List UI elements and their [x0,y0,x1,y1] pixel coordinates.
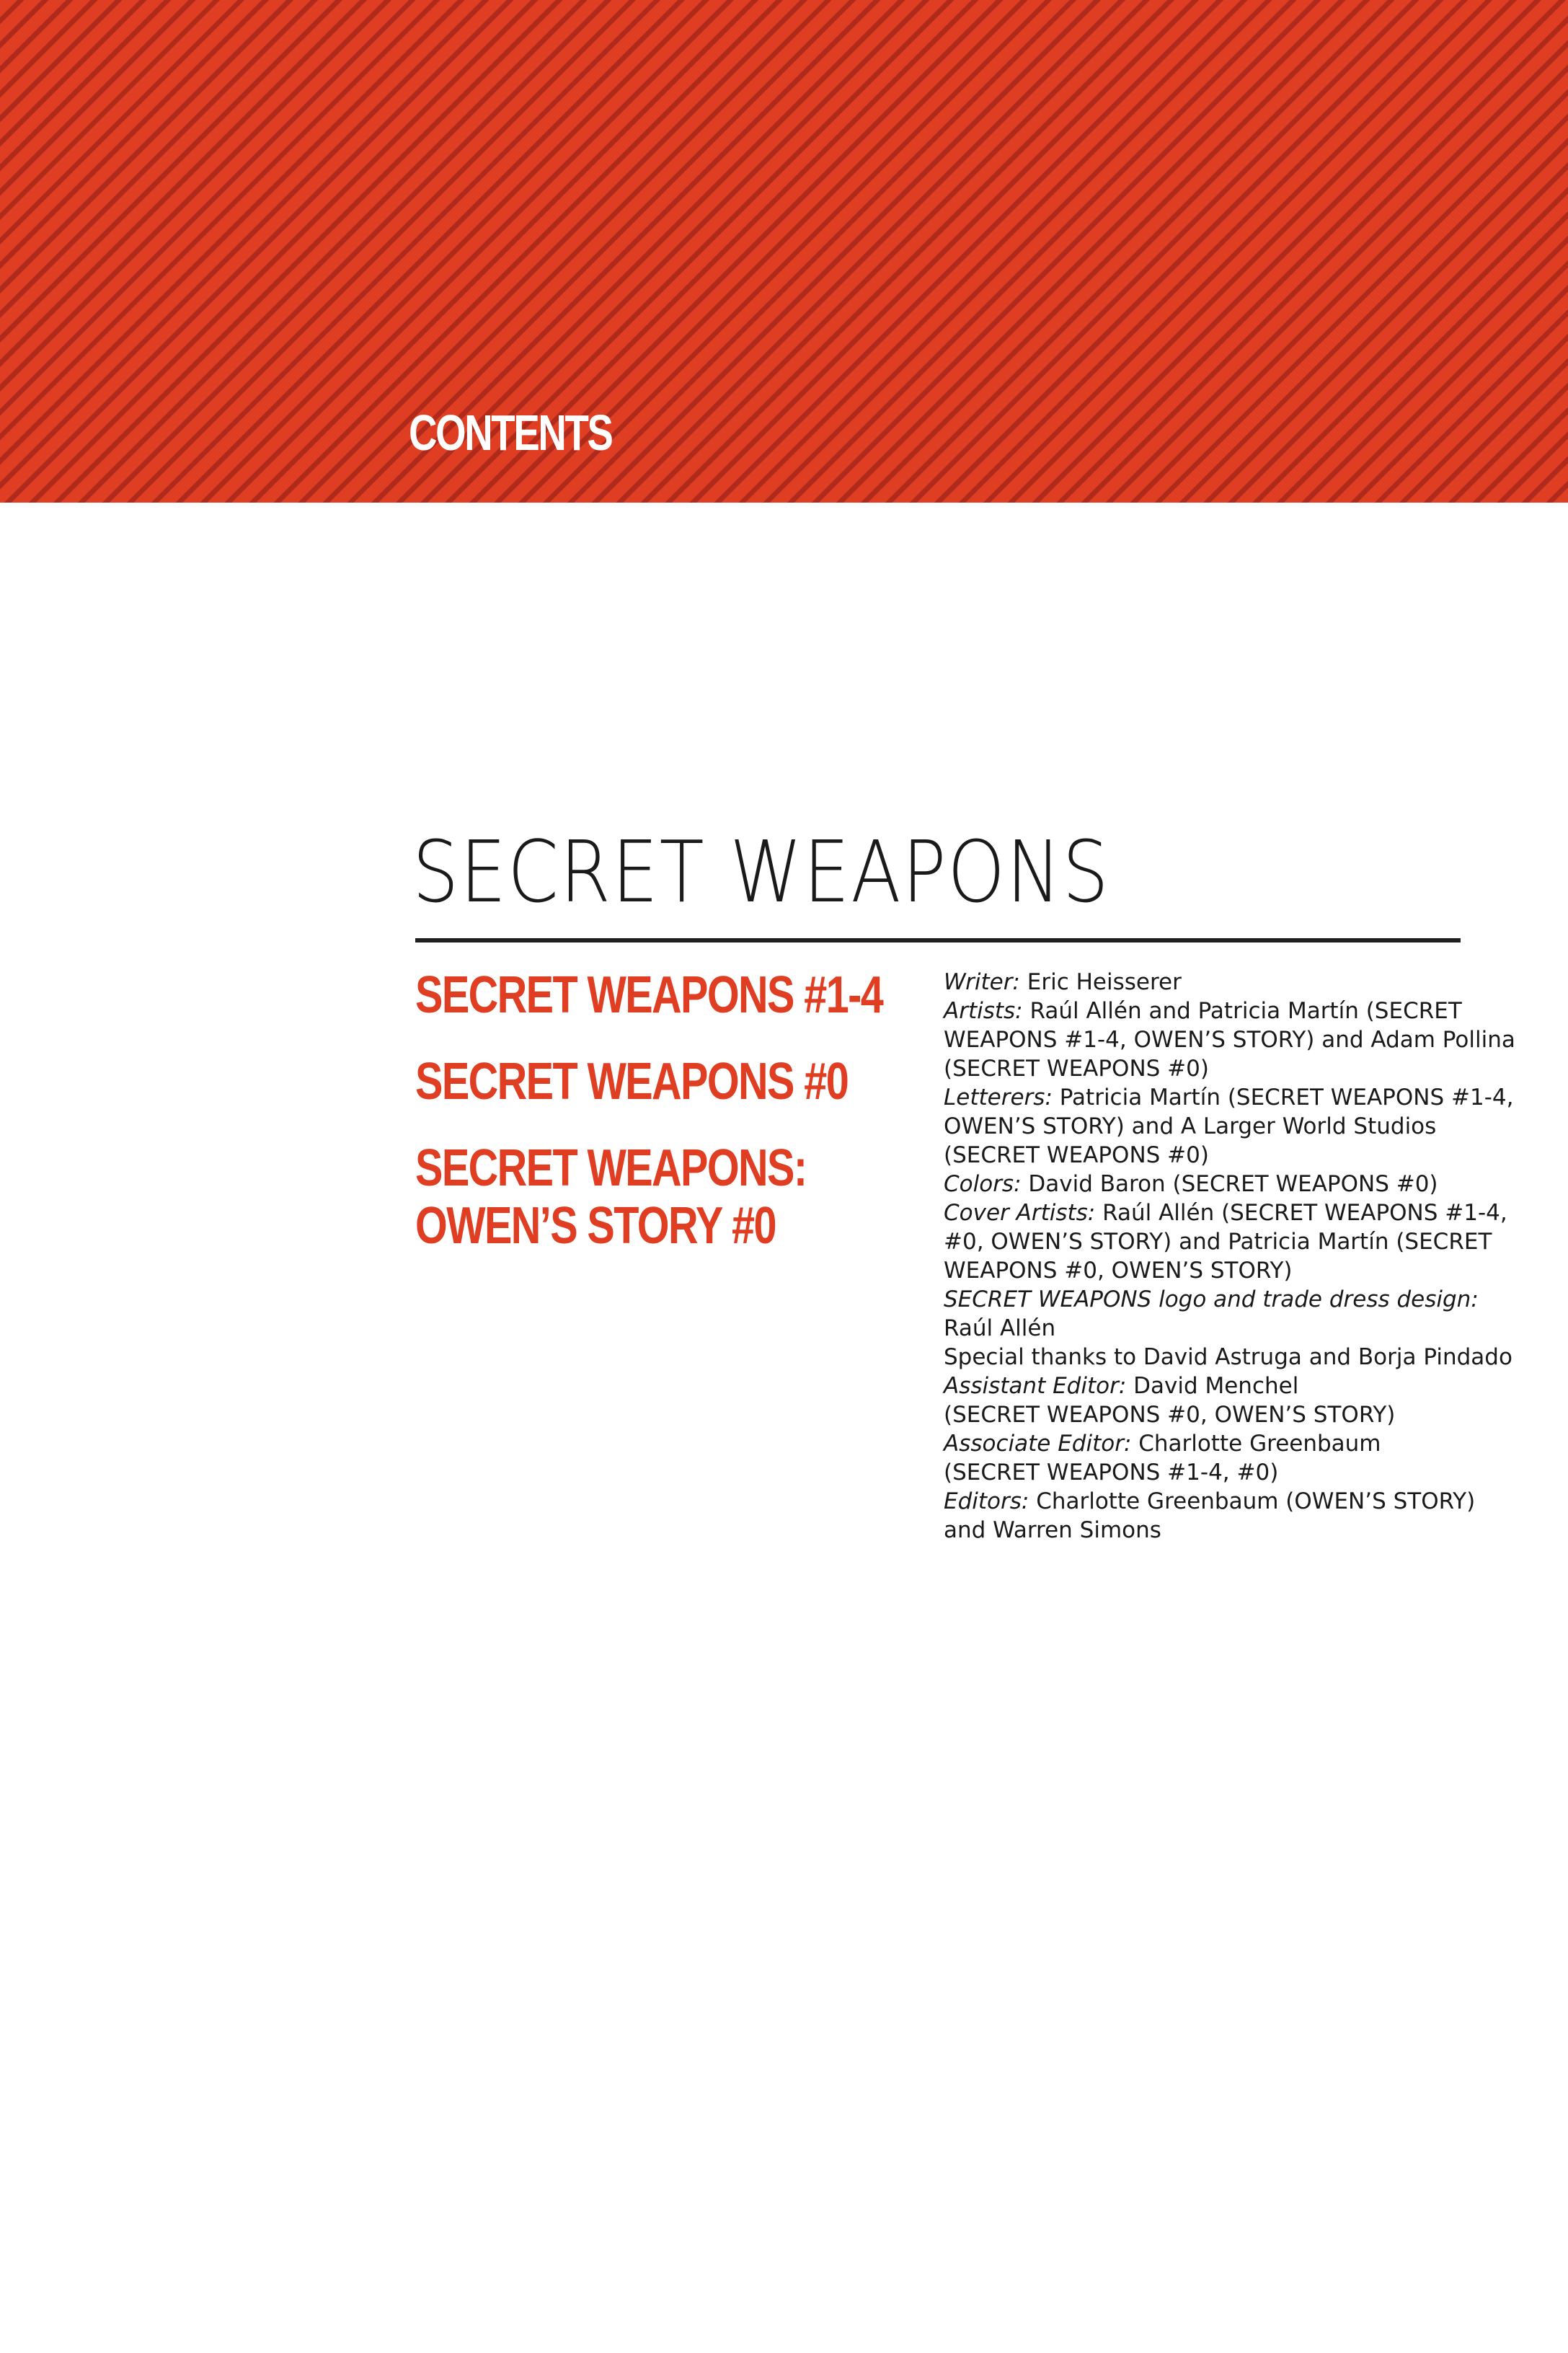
credit-role: Artists: [944,998,1023,1024]
credit-text: WEAPONS #0, OWEN’S STORY) [944,1258,1293,1284]
credit-line [944,1516,1492,1545]
credit-text: OWEN’S STORY) and A Larger World Studios [944,1113,1437,1139]
credit-line [944,1314,1492,1343]
credit-text: Charlotte Greenbaum [1131,1431,1381,1457]
credit-role: SECRET WEAPONS logo and trade dress design: [944,1286,1479,1312]
credit-line [944,1343,1512,1372]
credit-line [944,1227,1492,1256]
credit-line [944,1112,1492,1141]
credit-text: Raúl Allén (SECRET WEAPONS #1-4, [1095,1200,1507,1226]
credit-line [944,1054,1492,1083]
book-title: SECRET WEAPONS [412,822,1110,922]
credit-line [944,1198,1507,1227]
credit-text: #0, OWEN’S STORY) and Patricia Martín (SECRET [944,1229,1492,1255]
credit-text: Raúl Allén [944,1315,1056,1341]
credit-line [944,1458,1492,1487]
credit-line [944,1285,1492,1314]
credit-role: Colors: [944,1171,1022,1197]
credit-role: Assistant Editor: [944,1373,1127,1399]
issue-list [415,966,920,1284]
credits-block [944,968,1515,1545]
credit-text: Special thanks to David Astruga and Borja Pindado [944,1344,1512,1370]
credit-line [944,1170,1492,1198]
credit-line [944,1025,1515,1054]
credit-text: and Warren Simons [944,1517,1161,1543]
issue-title: SECRET WEAPONS: OWEN’S STORY #0 [415,1139,807,1255]
credit-line [944,1141,1492,1170]
credit-line [944,968,1492,997]
credit-line [944,1487,1492,1516]
issue-title: SECRET WEAPONS #0 [415,1053,849,1111]
credit-text: (SECRET WEAPONS #0) [944,1142,1209,1168]
credit-role: Cover Artists: [944,1200,1096,1226]
credit-text: (SECRET WEAPONS #1-4, #0) [944,1460,1279,1485]
credit-text: David Menchel [1126,1373,1299,1399]
credit-text: Patricia Martín (SECRET WEAPONS #1-4, [1052,1085,1514,1111]
credit-text: (SECRET WEAPONS #0, OWEN’S STORY) [944,1402,1396,1428]
credit-text: Charlotte Greenbaum (OWEN’S STORY) [1029,1488,1476,1514]
credit-line [944,997,1492,1025]
credit-role: Editors: [944,1488,1029,1514]
credit-text: David Baron (SECRET WEAPONS #0) [1021,1171,1438,1197]
issue-title: SECRET WEAPONS #1-4 [415,966,883,1024]
credit-line [944,1372,1492,1400]
credit-line [944,1400,1492,1429]
credit-text: (SECRET WEAPONS #0) [944,1056,1209,1082]
credit-role: Associate Editor: [944,1431,1132,1457]
credit-text: WEAPONS #1-4, OWEN’S STORY) and Adam Pollina [944,1027,1515,1053]
title-divider [415,938,1461,942]
credit-role: Writer: [944,969,1020,995]
credit-line [944,1083,1514,1112]
page-title: CONTENTS [409,405,612,461]
credit-line [944,1429,1492,1458]
credit-text: Eric Heisserer [1019,969,1182,995]
credit-role: Letterers: [944,1085,1053,1111]
credit-line [944,1256,1492,1285]
header-banner [0,0,1568,503]
credit-text: Raúl Allén and Patricia Martín (SECRET [1022,998,1462,1024]
